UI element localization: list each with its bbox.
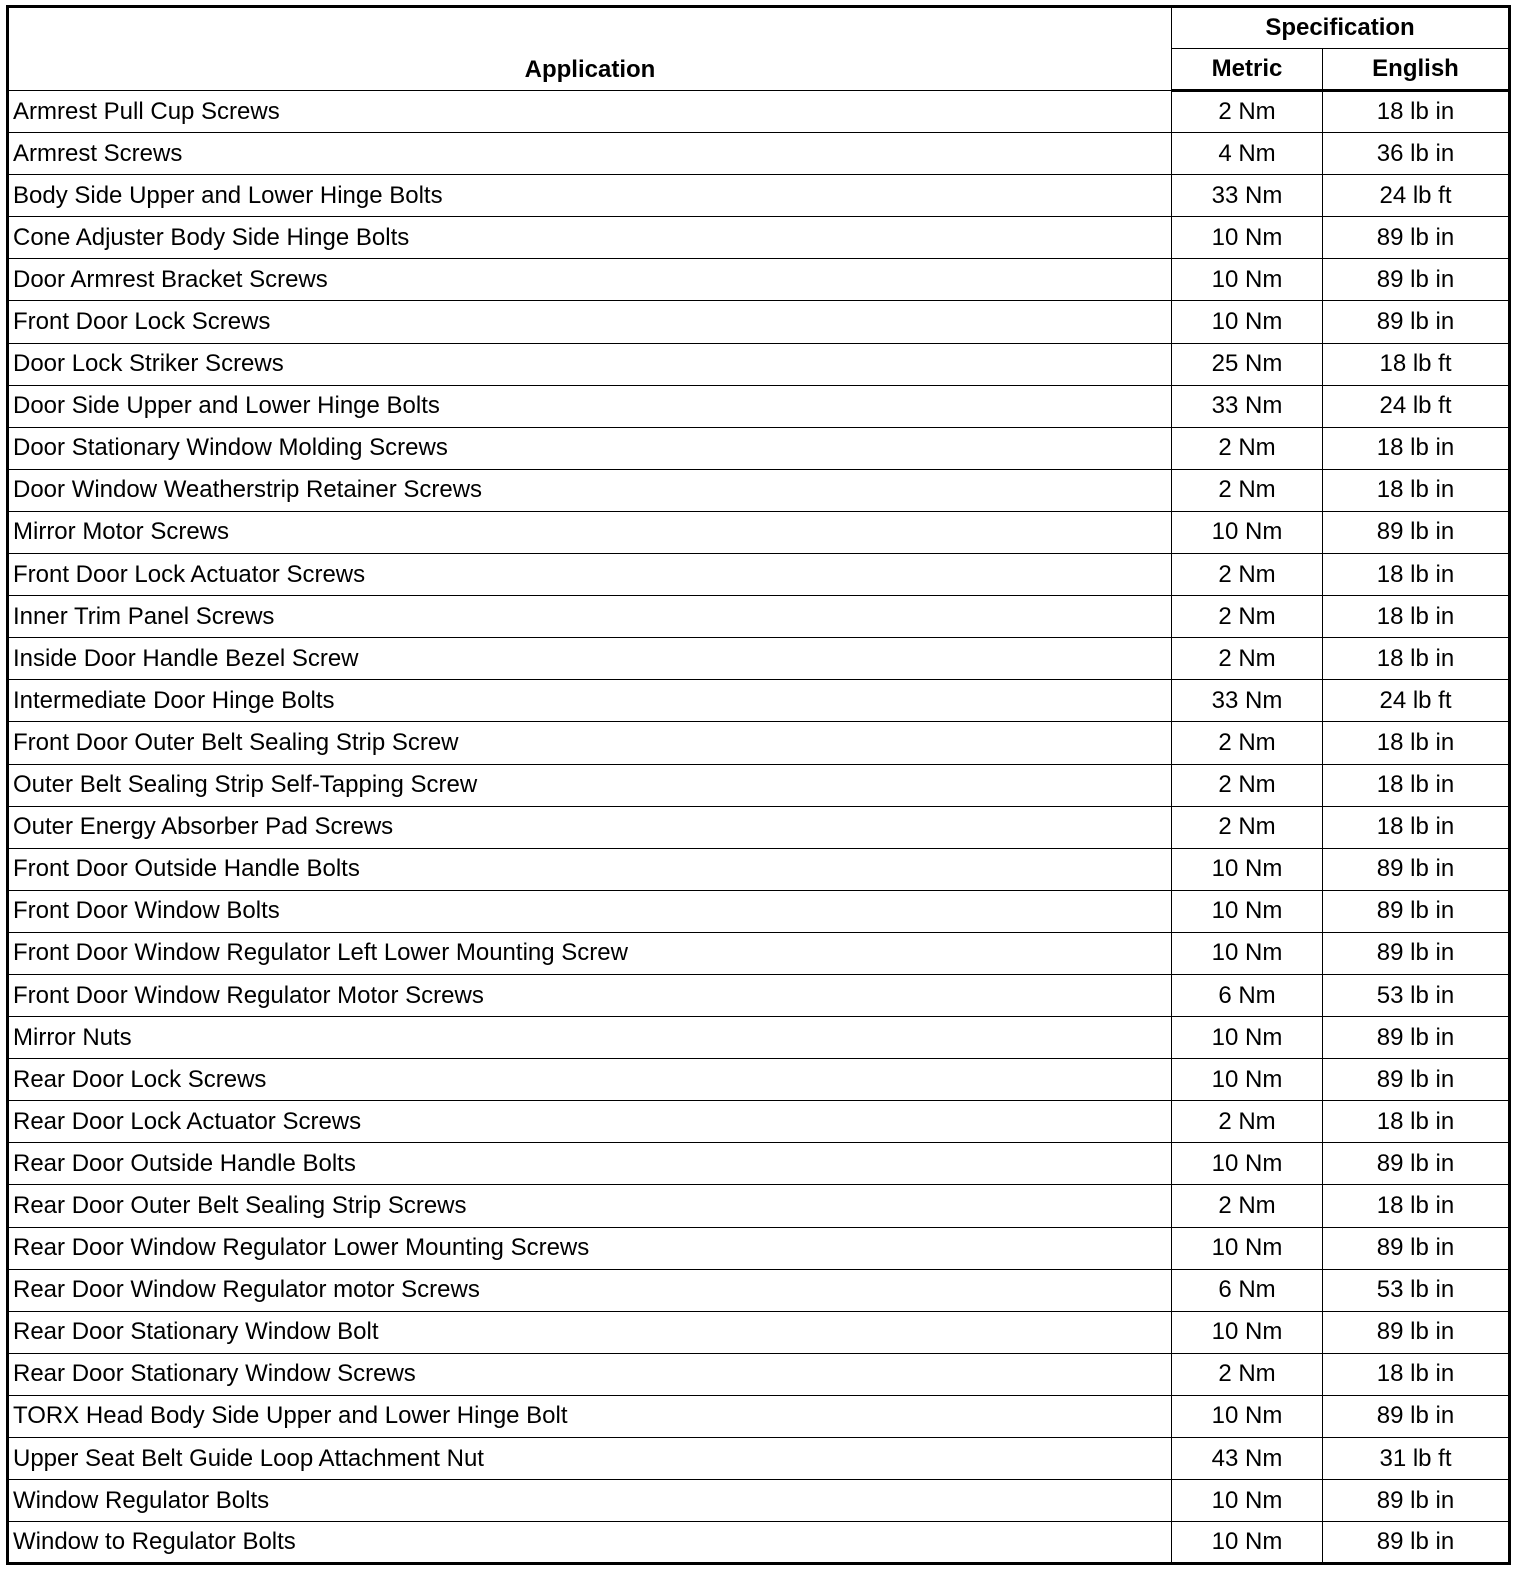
application-cell: Outer Belt Sealing Strip Self-Tapping Screw [8, 764, 1172, 806]
table-row [8, 217, 1510, 259]
metric-cell: 2 Nm [1172, 1185, 1323, 1227]
table-row [8, 680, 1510, 722]
table-row [8, 806, 1510, 848]
metric-cell: 10 Nm [1172, 1059, 1323, 1101]
metric-cell: 10 Nm [1172, 259, 1323, 301]
metric-cell: 43 Nm [1172, 1438, 1323, 1480]
table-row [8, 1353, 1510, 1395]
english-cell: 18 lb in [1323, 1185, 1510, 1227]
application-cell: Front Door Lock Actuator Screws [8, 554, 1172, 596]
metric-cell: 2 Nm [1172, 638, 1323, 680]
table-row [8, 259, 1510, 301]
table-row [8, 1522, 1510, 1564]
table-row [8, 301, 1510, 343]
application-cell: Mirror Motor Screws [8, 511, 1172, 553]
english-cell: 18 lb in [1323, 427, 1510, 469]
english-cell: 89 lb in [1323, 1522, 1510, 1564]
application-cell: Rear Door Stationary Window Bolt [8, 1311, 1172, 1353]
metric-cell: 25 Nm [1172, 343, 1323, 385]
application-cell: Front Door Window Bolts [8, 890, 1172, 932]
application-column-header: Application [8, 7, 1172, 91]
english-cell: 89 lb in [1323, 1480, 1510, 1522]
application-cell: Front Door Lock Screws [8, 301, 1172, 343]
metric-cell: 2 Nm [1172, 806, 1323, 848]
metric-cell: 33 Nm [1172, 385, 1323, 427]
table-row [8, 91, 1510, 133]
english-cell: 53 lb in [1323, 974, 1510, 1016]
table-row [8, 890, 1510, 932]
metric-cell: 2 Nm [1172, 1101, 1323, 1143]
english-cell: 53 lb in [1323, 1269, 1510, 1311]
metric-cell: 10 Nm [1172, 1522, 1323, 1564]
application-cell: Window to Regulator Bolts [8, 1522, 1172, 1564]
english-cell: 18 lb in [1323, 722, 1510, 764]
table-row [8, 596, 1510, 638]
table-row [8, 554, 1510, 596]
english-cell: 89 lb in [1323, 301, 1510, 343]
english-cell: 18 lb in [1323, 806, 1510, 848]
metric-column-header: Metric [1172, 49, 1323, 91]
metric-cell: 6 Nm [1172, 974, 1323, 1016]
table-row [8, 1185, 1510, 1227]
english-cell: 24 lb ft [1323, 680, 1510, 722]
english-cell: 18 lb in [1323, 554, 1510, 596]
table-body [8, 91, 1510, 1564]
metric-cell: 10 Nm [1172, 1311, 1323, 1353]
metric-cell: 2 Nm [1172, 764, 1323, 806]
english-cell: 89 lb in [1323, 1311, 1510, 1353]
application-cell: Rear Door Lock Screws [8, 1059, 1172, 1101]
table-row [8, 511, 1510, 553]
table-row [8, 1395, 1510, 1437]
metric-cell: 10 Nm [1172, 1143, 1323, 1185]
english-cell: 89 lb in [1323, 511, 1510, 553]
application-cell: Rear Door Window Regulator Lower Mounting Screws [8, 1227, 1172, 1269]
table-row [8, 175, 1510, 217]
table-row [8, 638, 1510, 680]
metric-cell: 10 Nm [1172, 511, 1323, 553]
application-cell: Mirror Nuts [8, 1017, 1172, 1059]
application-cell: Front Door Window Regulator Motor Screws [8, 974, 1172, 1016]
metric-cell: 10 Nm [1172, 1395, 1323, 1437]
application-cell: Door Lock Striker Screws [8, 343, 1172, 385]
table-row [8, 1227, 1510, 1269]
table-row [8, 1143, 1510, 1185]
metric-cell: 6 Nm [1172, 1269, 1323, 1311]
english-cell: 89 lb in [1323, 217, 1510, 259]
english-cell: 18 lb in [1323, 638, 1510, 680]
metric-cell: 10 Nm [1172, 890, 1323, 932]
metric-cell: 4 Nm [1172, 133, 1323, 175]
table-row [8, 427, 1510, 469]
application-cell: Front Door Outer Belt Sealing Strip Screw [8, 722, 1172, 764]
application-cell: Outer Energy Absorber Pad Screws [8, 806, 1172, 848]
english-cell: 89 lb in [1323, 1017, 1510, 1059]
english-cell: 89 lb in [1323, 1395, 1510, 1437]
english-cell: 18 lb in [1323, 91, 1510, 133]
metric-cell: 10 Nm [1172, 848, 1323, 890]
application-cell: Rear Door Stationary Window Screws [8, 1353, 1172, 1395]
english-cell: 89 lb in [1323, 890, 1510, 932]
table-row [8, 722, 1510, 764]
application-cell: Door Window Weatherstrip Retainer Screws [8, 469, 1172, 511]
english-cell: 89 lb in [1323, 1143, 1510, 1185]
english-cell: 18 lb ft [1323, 343, 1510, 385]
table-row [8, 1059, 1510, 1101]
application-cell: Door Armrest Bracket Screws [8, 259, 1172, 301]
english-cell: 18 lb in [1323, 1353, 1510, 1395]
application-cell: Rear Door Lock Actuator Screws [8, 1101, 1172, 1143]
application-cell: Door Stationary Window Molding Screws [8, 427, 1172, 469]
table-row [8, 1438, 1510, 1480]
application-cell: Front Door Window Regulator Left Lower Mounting Screw [8, 932, 1172, 974]
metric-cell: 2 Nm [1172, 554, 1323, 596]
metric-cell: 10 Nm [1172, 217, 1323, 259]
application-cell: Body Side Upper and Lower Hinge Bolts [8, 175, 1172, 217]
table-row [8, 133, 1510, 175]
application-cell: Inside Door Handle Bezel Screw [8, 638, 1172, 680]
fastener-torque-table [6, 5, 1511, 1565]
table-row [8, 385, 1510, 427]
specification-group-header: Specification [1172, 7, 1510, 49]
metric-cell: 2 Nm [1172, 427, 1323, 469]
table-row [8, 932, 1510, 974]
metric-cell: 10 Nm [1172, 301, 1323, 343]
application-cell: Window Regulator Bolts [8, 1480, 1172, 1522]
table-row [8, 1017, 1510, 1059]
metric-cell: 2 Nm [1172, 596, 1323, 638]
application-cell: TORX Head Body Side Upper and Lower Hinge Bolt [8, 1395, 1172, 1437]
application-cell: Armrest Screws [8, 133, 1172, 175]
table-row [8, 469, 1510, 511]
english-cell: 89 lb in [1323, 848, 1510, 890]
metric-cell: 2 Nm [1172, 1353, 1323, 1395]
application-cell: Inner Trim Panel Screws [8, 596, 1172, 638]
english-cell: 89 lb in [1323, 259, 1510, 301]
table-row [8, 1101, 1510, 1143]
application-cell: Upper Seat Belt Guide Loop Attachment Nut [8, 1438, 1172, 1480]
application-cell: Door Side Upper and Lower Hinge Bolts [8, 385, 1172, 427]
english-column-header: English [1323, 49, 1510, 91]
table-row [8, 764, 1510, 806]
application-cell: Rear Door Outside Handle Bolts [8, 1143, 1172, 1185]
table-row [8, 343, 1510, 385]
table-header [8, 7, 1510, 91]
application-cell: Armrest Pull Cup Screws [8, 91, 1172, 133]
application-cell: Rear Door Window Regulator motor Screws [8, 1269, 1172, 1311]
table-row [8, 1311, 1510, 1353]
english-cell: 18 lb in [1323, 596, 1510, 638]
application-cell: Intermediate Door Hinge Bolts [8, 680, 1172, 722]
english-cell: 18 lb in [1323, 469, 1510, 511]
english-cell: 89 lb in [1323, 932, 1510, 974]
metric-cell: 10 Nm [1172, 932, 1323, 974]
metric-cell: 2 Nm [1172, 91, 1323, 133]
english-cell: 24 lb ft [1323, 385, 1510, 427]
english-cell: 89 lb in [1323, 1227, 1510, 1269]
english-cell: 31 lb ft [1323, 1438, 1510, 1480]
metric-cell: 33 Nm [1172, 680, 1323, 722]
metric-cell: 2 Nm [1172, 722, 1323, 764]
table-row [8, 1480, 1510, 1522]
application-cell: Rear Door Outer Belt Sealing Strip Screws [8, 1185, 1172, 1227]
metric-cell: 10 Nm [1172, 1017, 1323, 1059]
application-cell: Cone Adjuster Body Side Hinge Bolts [8, 217, 1172, 259]
english-cell: 18 lb in [1323, 1101, 1510, 1143]
table-row [8, 1269, 1510, 1311]
english-cell: 89 lb in [1323, 1059, 1510, 1101]
metric-cell: 2 Nm [1172, 469, 1323, 511]
table-row [8, 848, 1510, 890]
application-cell: Front Door Outside Handle Bolts [8, 848, 1172, 890]
metric-cell: 33 Nm [1172, 175, 1323, 217]
metric-cell: 10 Nm [1172, 1227, 1323, 1269]
table-row [8, 974, 1510, 1016]
english-cell: 36 lb in [1323, 133, 1510, 175]
english-cell: 18 lb in [1323, 764, 1510, 806]
metric-cell: 10 Nm [1172, 1480, 1323, 1522]
english-cell: 24 lb ft [1323, 175, 1510, 217]
